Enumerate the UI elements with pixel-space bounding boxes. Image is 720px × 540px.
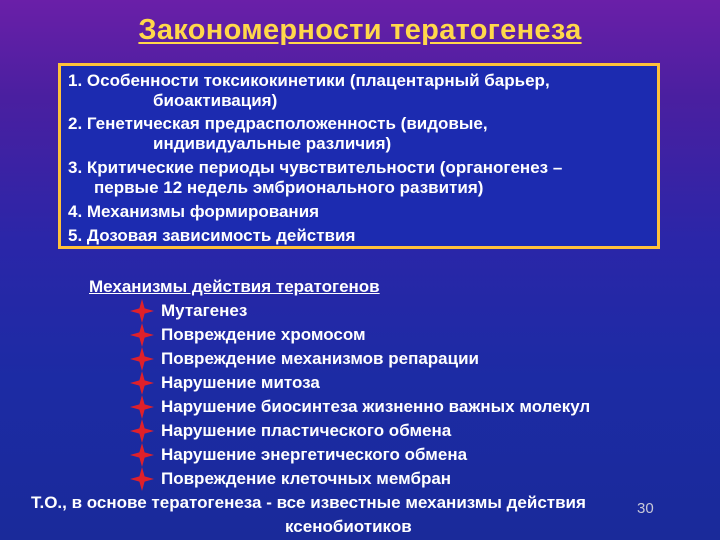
regularities-box	[58, 63, 660, 249]
red-star-icon	[130, 299, 154, 323]
mechanism-item-label: Повреждение механизмов репарации	[161, 349, 479, 368]
red-star-icon	[130, 419, 154, 443]
box-line-3: 3. Критические периоды чувствительности (органогенез –	[68, 158, 563, 177]
box-line-2-cont: индивидуальные различия)	[153, 134, 392, 153]
box-line-5: 5. Дозовая зависимость действия	[68, 226, 356, 245]
red-star-icon	[130, 395, 154, 419]
conclusion-line-2: ксенобиотиков	[285, 517, 412, 536]
box-line-1-cont: биоактивация)	[153, 91, 278, 110]
mechanism-item-label: Нарушение энергетического обмена	[161, 445, 468, 464]
mechanism-item-label: Повреждение хромосом	[161, 325, 366, 344]
slide-number: 30	[637, 500, 654, 517]
red-star-icon	[130, 371, 154, 395]
red-star-icon	[130, 443, 154, 467]
box-line-4: 4. Механизмы формирования	[68, 202, 320, 221]
red-star-icon	[130, 323, 154, 347]
red-star-icon	[130, 347, 154, 371]
slide-title: Закономерности тератогенеза	[138, 14, 582, 46]
mechanism-item-label: Нарушение митоза	[161, 373, 320, 392]
mechanism-item-label: Повреждение клеточных мембран	[161, 469, 452, 488]
box-line-2: 2. Генетическая предрасположенность (видовые,	[68, 114, 488, 133]
mechanisms-title: Механизмы действия тератогенов	[89, 277, 380, 296]
box-line-3-cont: первые 12 недель эмбрионального развития)	[94, 178, 484, 197]
box-line-1: 1. Особенности токсикокинетики (плацентарный барьер,	[68, 71, 550, 90]
mechanism-item-label: Мутагенез	[161, 301, 248, 320]
red-star-icon	[130, 467, 154, 491]
conclusion-line-1: Т.О., в основе тератогенеза - все известные механизмы действия	[31, 493, 586, 512]
mechanism-item-label: Нарушение пластического обмена	[161, 421, 452, 440]
mechanism-item-label: Нарушение биосинтеза жизненно важных молекул	[161, 397, 591, 416]
